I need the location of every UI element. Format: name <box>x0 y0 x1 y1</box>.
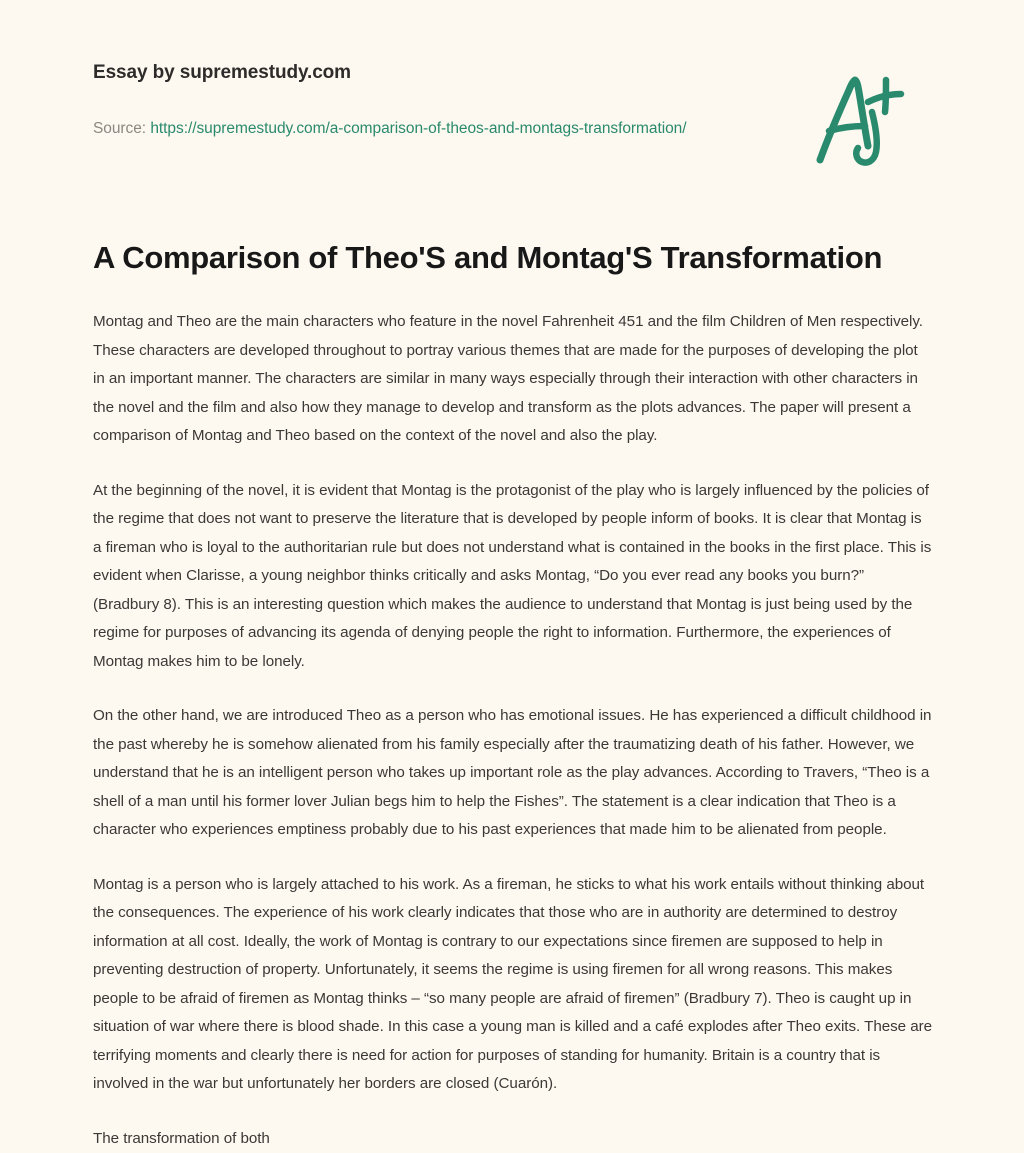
paragraph: Montag is a person who is largely attached to his work. As a fireman, he sticks to what his work entails without thinking about the consequences. The experience of his work clearly indicates that those who are in authority are determined to destroy information at all cost. Ideally, the work of Montag is contrary to our expectations since firemen are supposed to help in preventing destruction of property. Unfortunately, it seems the regime is using firemen for all wrong reasons. This makes people to be afraid of firemen as Montag thinks – “so many people are afraid of firemen” (Bradbury 7). Theo is caught up in situation of war where there is blood shade. In this case a young man is killed and a café explodes after Theo exits. These are terrifying moments and clearly there is need for action for purposes of standing for humanity. Britain is a country that is involved in the war but unfortunately her borders are closed (Cuarón). <box>93 871 933 1099</box>
page-title: A Comparison of Theo'S and Montag'S Transformation <box>93 238 933 278</box>
source-label: Source: <box>93 120 146 137</box>
source-line <box>93 120 687 138</box>
page-header <box>0 0 1024 200</box>
paragraph: The transformation of both <box>93 1125 933 1153</box>
paragraph: At the beginning of the novel, it is evident that Montag is the protagonist of the play who is largely influenced by the policies of the regime that does not want to preserve the literature that is developed by people inform of books. It is clear that Montag is a fireman who is loyal to the authoritarian rule but does not understand what is contained in the books in the first place. This is evident when Clarisse, a young neighbor thinks critically and asks Montag, “Do you ever read any books you burn?” (Bradbury 8). This is an interesting question which makes the audience to understand that Montag is just being used by the regime for purposes of advancing its agenda of denying people the right to information. Furthermore, the experiences of Montag makes him to be lonely. <box>93 477 933 677</box>
byline: Essay by supremestudy.com <box>93 62 351 84</box>
article <box>93 238 933 1153</box>
article-body <box>93 308 933 1153</box>
a-plus-logo-icon <box>806 62 910 170</box>
paragraph: On the other hand, we are introduced Theo as a person who has emotional issues. He has experienced a difficult childhood in the past whereby he is somehow alienated from his family especially after the traumatizing death of his father. However, we understand that he is an intelligent person who takes up important role as the play advances. According to Travers, “Theo is a shell of a man until his former lover Julian begs him to help the Fishes”. The statement is a clear indication that Theo is a character who experiences emptiness probably due to his past experiences that made him to be alienated from people. <box>93 702 933 845</box>
paragraph: Montag and Theo are the main characters who feature in the novel Fahrenheit 451 and the film Children of Men respectively. These characters are developed throughout to portray various themes that are made for the purposes of developing the plot in an important manner. The characters are similar in many ways especially through their interaction with other characters in the novel and the film and also how they manage to develop and transform as the plots advances. The paper will present a comparison of Montag and Theo based on the context of the novel and also the play. <box>93 308 933 451</box>
source-url-link[interactable]: https://supremestudy.com/a-comparison-of-theos-and-montags-transformation/ <box>150 120 686 137</box>
